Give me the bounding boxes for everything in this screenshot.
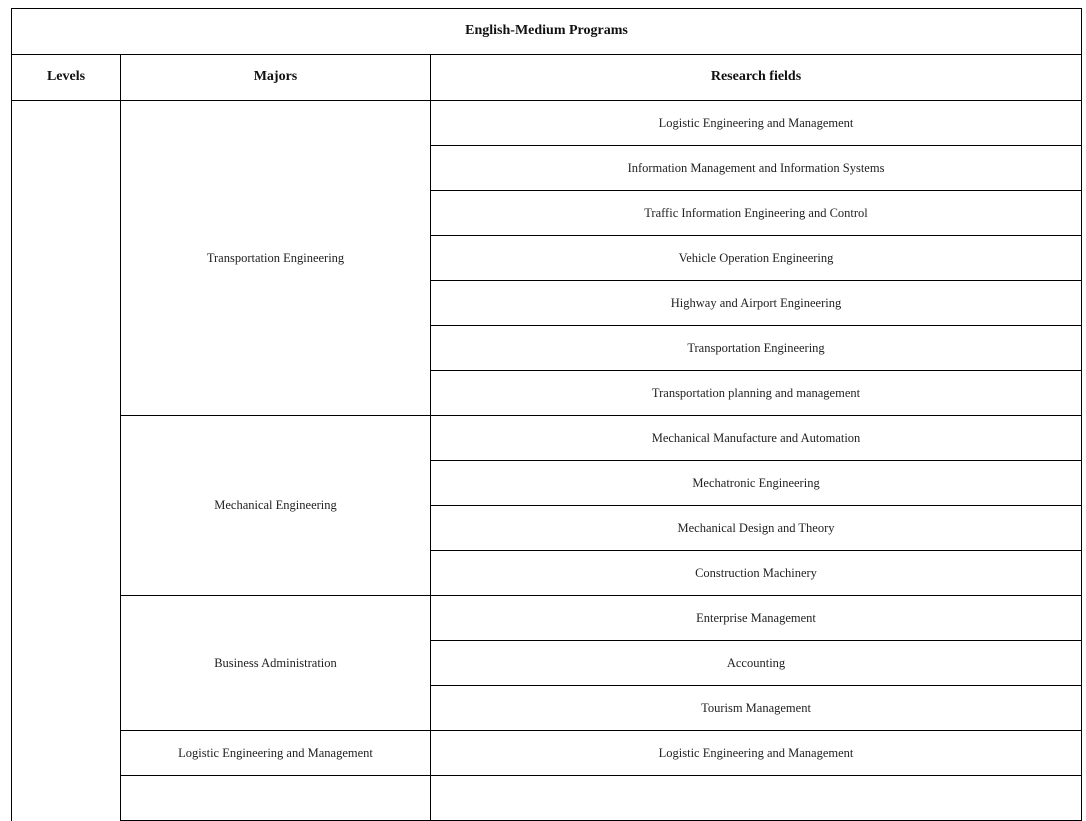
table-body — [12, 101, 1082, 821]
research-field-cell: Mechanical Manufacture and Automation — [431, 416, 1082, 461]
level-cell — [12, 101, 121, 821]
research-field-cell: Highway and Airport Engineering — [431, 281, 1082, 326]
research-field-cell: Transportation planning and management — [431, 371, 1082, 416]
research-field-cell: Vehicle Operation Engineering — [431, 236, 1082, 281]
major-cell: Mechanical Engineering — [121, 416, 431, 596]
header-majors: Majors — [121, 55, 431, 101]
table-row — [12, 101, 1082, 146]
research-field-cell: Logistic Engineering and Management — [431, 101, 1082, 146]
major-cell — [121, 776, 431, 821]
research-field-cell: Logistic Engineering and Management — [431, 731, 1082, 776]
research-field-cell: Construction Machinery — [431, 551, 1082, 596]
table-row — [12, 731, 1082, 776]
research-field-cell: Traffic Information Engineering and Control — [431, 191, 1082, 236]
research-field-cell: Mechanical Design and Theory — [431, 506, 1082, 551]
research-field-cell: Accounting — [431, 641, 1082, 686]
table-row — [12, 416, 1082, 461]
major-cell: Logistic Engineering and Management — [121, 731, 431, 776]
research-field-cell — [431, 776, 1082, 821]
table-title-row — [12, 9, 1082, 55]
header-research-fields: Research fields — [431, 55, 1082, 101]
header-levels: Levels — [12, 55, 121, 101]
research-field-cell: Enterprise Management — [431, 596, 1082, 641]
major-cell: Transportation Engineering — [121, 101, 431, 416]
table-title: English-Medium Programs — [12, 9, 1082, 55]
research-field-cell: Information Management and Information Systems — [431, 146, 1082, 191]
table-row — [12, 596, 1082, 641]
major-cell: Business Administration — [121, 596, 431, 731]
research-field-cell: Mechatronic Engineering — [431, 461, 1082, 506]
research-field-cell: Transportation Engineering — [431, 326, 1082, 371]
table-row — [12, 776, 1082, 821]
research-field-cell: Tourism Management — [431, 686, 1082, 731]
programs-table — [11, 8, 1082, 821]
table-header-row — [12, 55, 1082, 101]
